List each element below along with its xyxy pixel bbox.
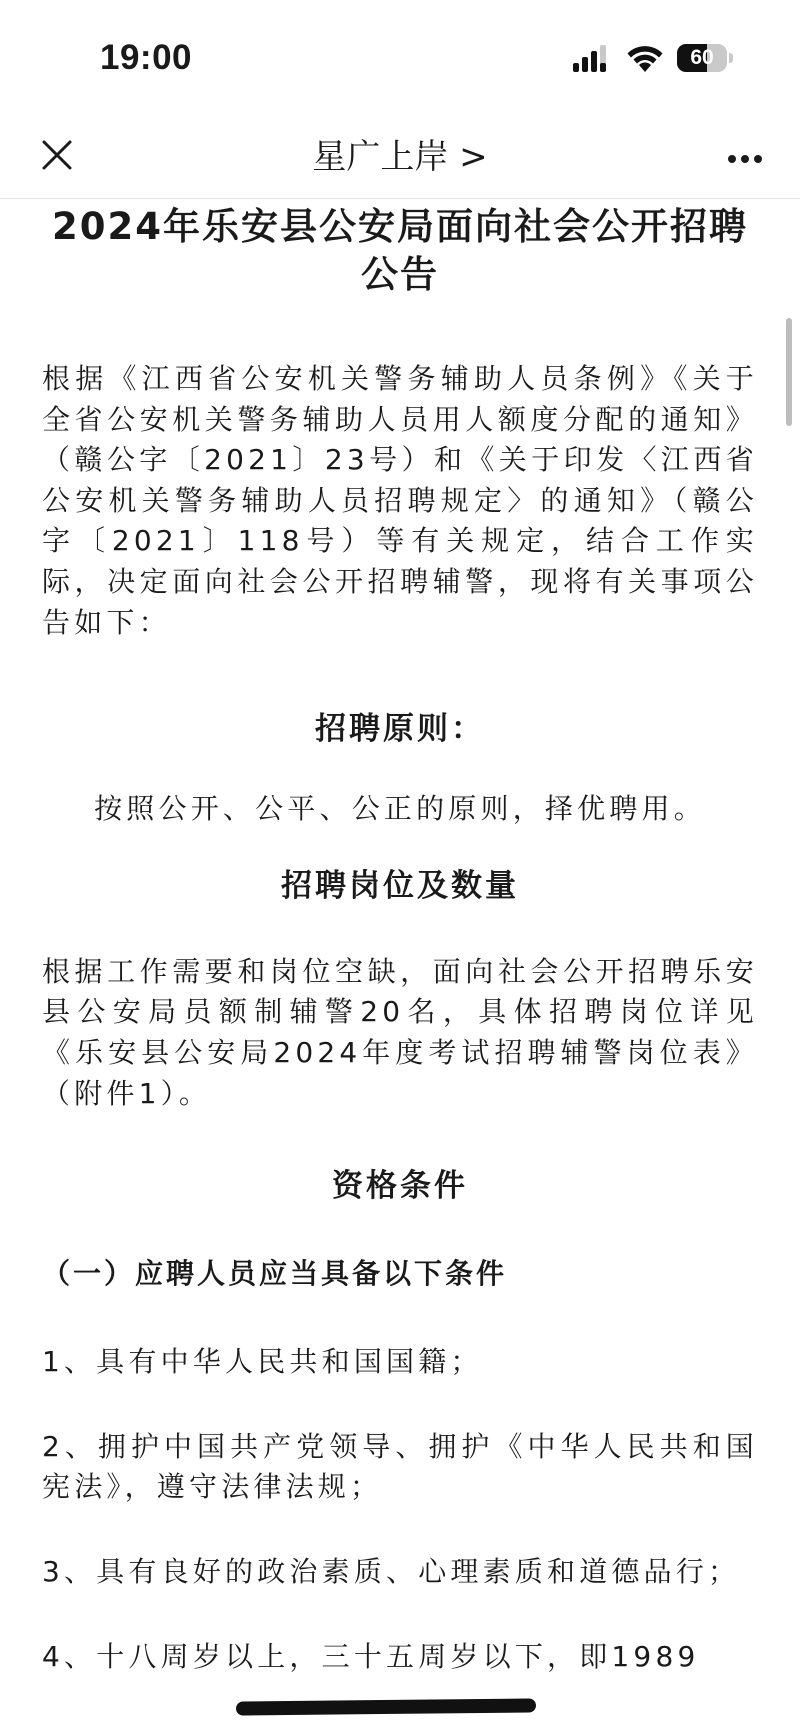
list-item: 1、具有中华人民共和国国籍； [42, 1345, 483, 1379]
more-button[interactable] [722, 136, 768, 182]
signal-icon [573, 44, 613, 72]
battery-icon [677, 44, 733, 72]
article-title: 2024年乐安县公安局面向社会公开招聘公告 [52, 205, 748, 296]
status-time: 19:00 [100, 38, 193, 77]
scrollbar-thumb[interactable] [786, 318, 792, 426]
section-heading-positions: 招聘岗位及数量 [281, 867, 519, 904]
principle-paragraph: 按照公开、公平、公正的原则，择优聘用。 [94, 792, 706, 826]
list-item: 4、十八周岁以上，三十五周岁以下，即1989 [42, 1639, 700, 1673]
close-icon [42, 140, 72, 170]
account-title-link[interactable]: 星广上岸 > [312, 137, 488, 177]
battery-body [677, 44, 727, 72]
battery-cap [729, 53, 733, 63]
positions-paragraph: 根据工作需要和岗位空缺，面向社会公开招聘乐安县公安局员额制辅警20名，具体招聘岗位详见《乐安县公安局2024年度考试招聘辅警岗位表》（附件1）。 [42, 954, 758, 1110]
list-item: 2、拥护中国共产党领导、拥护《中华人民共和国宪法》，遵守法律法规； [42, 1429, 758, 1504]
wifi-icon [626, 43, 664, 73]
redaction-mark [236, 1698, 536, 1715]
status-bar [0, 0, 800, 118]
more-icon [727, 154, 763, 164]
nav-bar [0, 118, 800, 199]
section-heading-qualifications: 资格条件 [332, 1168, 468, 1205]
article-body [42, 198, 758, 1677]
subsection-heading-conditions: （一）应聘人员应当具备以下条件 [42, 1257, 508, 1291]
intro-paragraph: 根据《江西省公安机关警务辅助人员条例》《关于全省公安机关警务辅助人员用人额度分配的通知》（赣公字〔2021〕23号）和《关于印发〈江西省公安机关警务辅助人员招聘规定〉的通知》（赣公字〔2021〕118号）等有关规定，结合工作实际，决定面向社会公开招聘辅警，现将有关事项公告如下： [42, 362, 758, 639]
section-heading-principle: 招聘原则： [315, 711, 485, 748]
battery-level: 60 [690, 46, 714, 69]
list-item: 3、具有良好的政治素质、心理素质和道德品行； [42, 1554, 741, 1588]
close-button[interactable] [34, 132, 80, 178]
